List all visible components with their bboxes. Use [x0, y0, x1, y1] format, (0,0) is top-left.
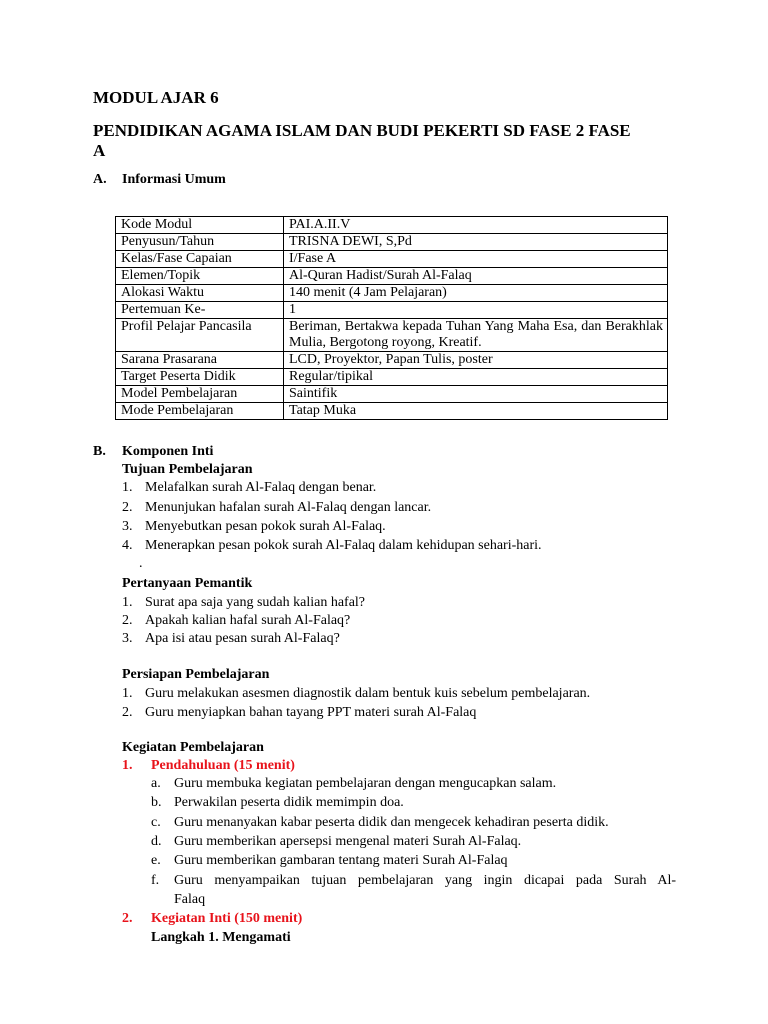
table-value: 1: [284, 302, 668, 319]
table-key: Elemen/Topik: [116, 268, 284, 285]
list-number: 4.: [122, 538, 133, 553]
table-row: [116, 302, 668, 319]
sub-item-line1: Guru menyampaikan tujuan pembelajaran yang ingin dicapai pada Surah Al-: [174, 873, 676, 888]
list-number: 2.: [122, 613, 133, 628]
kegiatan-heading: Kegiatan Pembelajaran: [122, 740, 264, 755]
list-item: Melafalkan surah Al-Falaq dengan benar.: [145, 480, 377, 495]
sub-letter: d.: [151, 834, 162, 849]
table-value: PAI.A.II.V: [284, 217, 668, 234]
list-item: Guru melakukan asesmen diagnostik dalam bentuk kuis sebelum pembelajaran.: [145, 686, 591, 701]
list-number: 1.: [122, 595, 133, 610]
module-subtitle-line2: A: [93, 141, 106, 160]
list-item: Menunjukan hafalan surah Al-Falaq dengan lancar.: [145, 500, 432, 515]
inti-heading: Kegiatan Inti (150 menit): [151, 911, 303, 926]
table-value: Beriman, Bertakwa kepada Tuhan Yang Maha Esa, dan Berakhlak Mulia, Bergotong royong, Kreatif.: [284, 319, 668, 352]
table-key: Profil Pelajar Pancasila: [116, 319, 284, 352]
persiapan-heading: Persiapan Pembelajaran: [122, 667, 270, 682]
sub-item: Guru menanyakan kabar peserta didik dan mengecek kehadiran peserta didik.: [174, 815, 609, 830]
section-b-letter: B.: [93, 444, 106, 459]
table-value: Tatap Muka: [284, 403, 668, 420]
sub-letter: c.: [151, 815, 161, 830]
table-value: Saintifik: [284, 386, 668, 403]
sub-item: Guru membuka kegiatan pembelajaran dengan mengucapkan salam.: [174, 776, 557, 791]
list-number: 2.: [122, 500, 133, 515]
list-item: Surat apa saja yang sudah kalian hafal?: [145, 595, 366, 610]
sub-letter: f.: [151, 873, 160, 888]
table-key: Pertemuan Ke-: [116, 302, 284, 319]
table-row: [116, 217, 668, 234]
table-value: Regular/tipikal: [284, 369, 668, 386]
langkah-heading: Langkah 1. Mengamati: [151, 930, 291, 945]
list-item: Apa isi atau pesan surah Al-Falaq?: [145, 631, 340, 646]
tujuan-heading: Tujuan Pembelajaran: [122, 462, 253, 477]
table-value: Al-Quran Hadist/Surah Al-Falaq: [284, 268, 668, 285]
pendahuluan-number: 1.: [122, 758, 133, 773]
table-row: [116, 251, 668, 268]
table-row: [116, 352, 668, 369]
table-key: Target Peserta Didik: [116, 369, 284, 386]
table-row: [116, 386, 668, 403]
table-key: Mode Pembelajaran: [116, 403, 284, 420]
section-a-letter: A.: [93, 172, 107, 187]
section-a-heading: Informasi Umum: [122, 172, 226, 187]
list-item: Menerapkan pesan pokok surah Al-Falaq dalam kehidupan sehari-hari.: [145, 538, 542, 553]
section-b-heading: Komponen Inti: [122, 444, 214, 459]
table-row: [116, 403, 668, 420]
stray-dot: .: [139, 556, 143, 571]
table-key: Sarana Prasarana: [116, 352, 284, 369]
table-key: Kelas/Fase Capaian: [116, 251, 284, 268]
sub-item-continuation: Falaq: [174, 892, 206, 907]
list-number: 1.: [122, 686, 133, 701]
table-value: 140 menit (4 Jam Pelajaran): [284, 285, 668, 302]
table-key: Kode Modul: [116, 217, 284, 234]
sub-letter: b.: [151, 795, 162, 810]
sub-letter: e.: [151, 853, 161, 868]
table-value: I/Fase A: [284, 251, 668, 268]
table-row: [116, 285, 668, 302]
list-number: 3.: [122, 519, 133, 534]
list-item: Apakah kalian hafal surah Al-Falaq?: [145, 613, 351, 628]
table-value: TRISNA DEWI, S,Pd: [284, 234, 668, 251]
list-item: Guru menyiapkan bahan tayang PPT materi surah Al-Falaq: [145, 705, 477, 720]
table-row: [116, 234, 668, 251]
sub-item: [174, 872, 676, 890]
sub-item: Perwakilan peserta didik memimpin doa.: [174, 795, 404, 810]
list-item: Menyebutkan pesan pokok surah Al-Falaq.: [145, 519, 386, 534]
list-number: 2.: [122, 705, 133, 720]
table-key: Penyusun/Tahun: [116, 234, 284, 251]
module-subtitle-line1: PENDIDIKAN AGAMA ISLAM DAN BUDI PEKERTI SD FASE 2 FASE: [93, 121, 631, 140]
list-number: 1.: [122, 480, 133, 495]
inti-number: 2.: [122, 911, 133, 926]
table-row: [116, 369, 668, 386]
pemantik-heading: Pertanyaan Pemantik: [122, 576, 253, 591]
info-table: [115, 216, 668, 420]
list-number: 3.: [122, 631, 133, 646]
sub-letter: a.: [151, 776, 161, 791]
table-key: Alokasi Waktu: [116, 285, 284, 302]
pendahuluan-heading: Pendahuluan (15 menit): [151, 758, 295, 773]
sub-item: Guru memberikan apersepsi mengenal materi Surah Al-Falaq.: [174, 834, 522, 849]
sub-item: Guru memberikan gambaran tentang materi Surah Al-Falaq: [174, 853, 508, 868]
table-key: Model Pembelajaran: [116, 386, 284, 403]
table-value: LCD, Proyektor, Papan Tulis, poster: [284, 352, 668, 369]
module-title: MODUL AJAR 6: [93, 88, 219, 107]
table-row: [116, 268, 668, 285]
table-row: [116, 319, 668, 352]
